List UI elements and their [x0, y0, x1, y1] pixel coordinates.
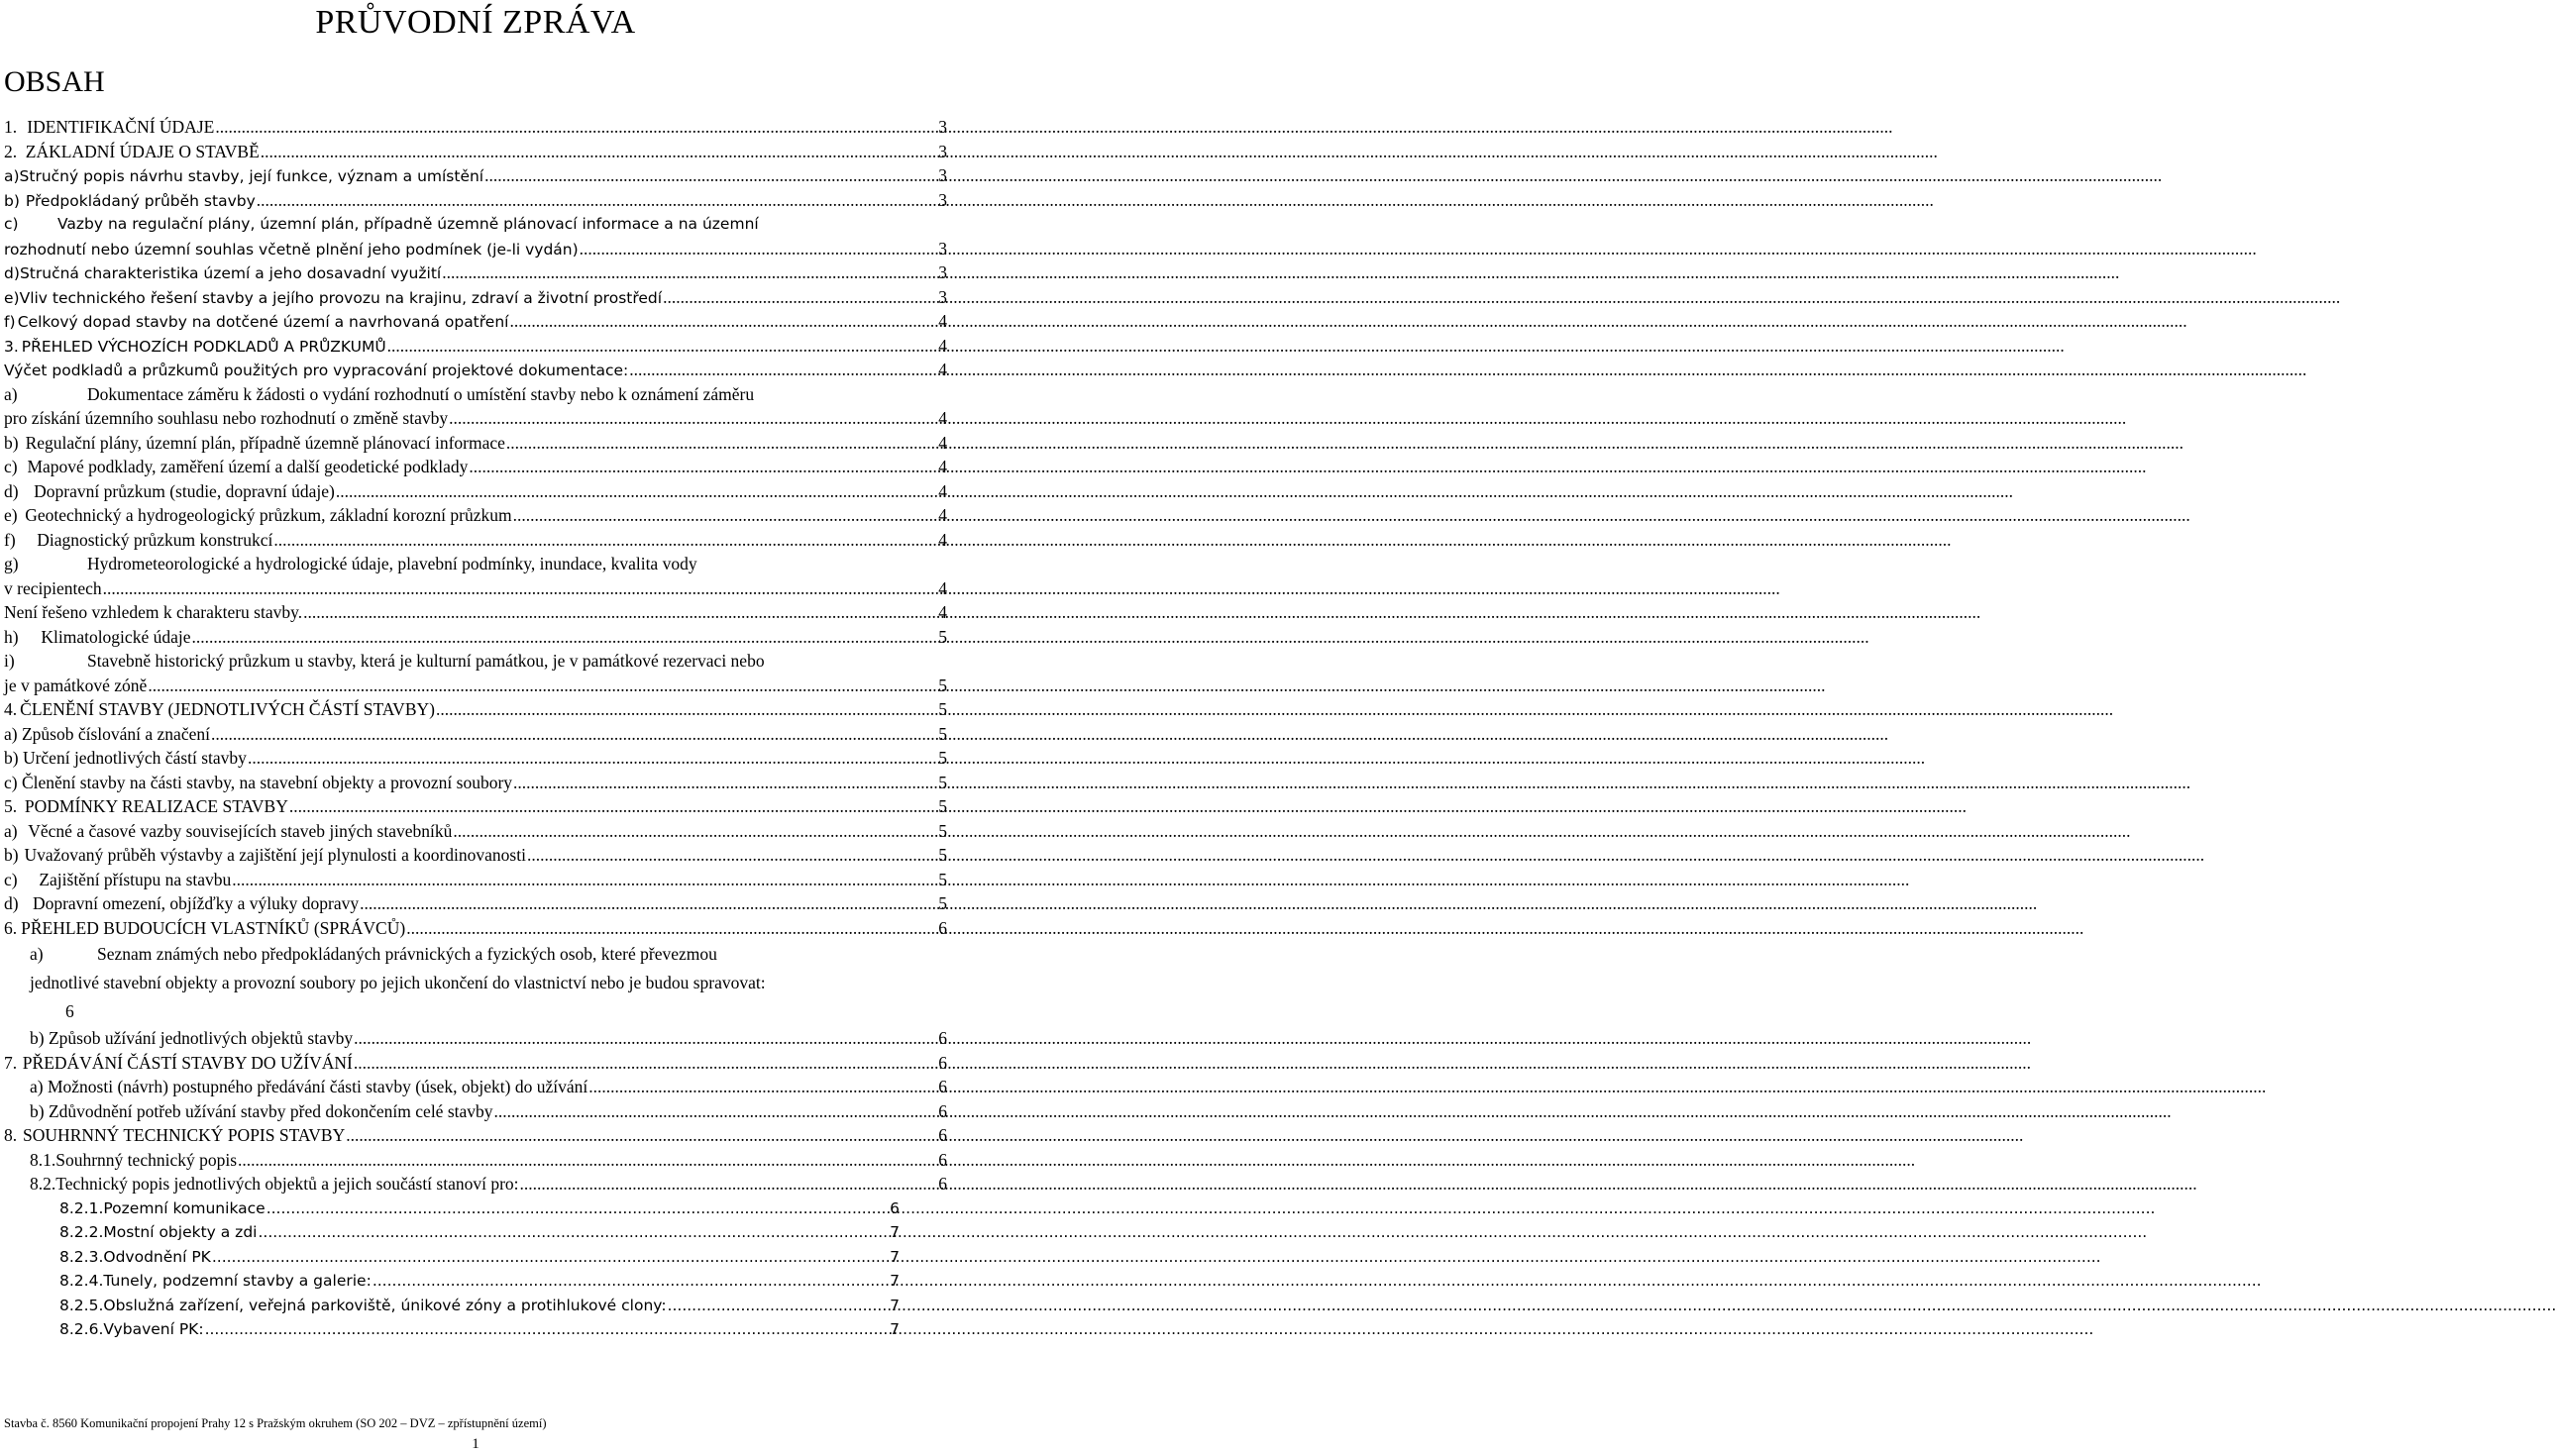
toc-page: 7	[890, 1272, 900, 1290]
toc-entry[interactable]	[4, 625, 947, 650]
toc-page: 4	[938, 480, 947, 501]
toc-entry[interactable]	[4, 600, 947, 625]
toc-number: 8.2.	[30, 1174, 56, 1194]
toc-text: Uvažovaný průběh výstavby a zajištění její plynulosti a koordinovanosti	[25, 843, 527, 868]
toc-leader	[520, 1172, 938, 1196]
toc-leader	[346, 1123, 937, 1148]
toc-leader	[289, 794, 937, 819]
toc-number: f)	[4, 529, 16, 550]
toc-entry[interactable]	[4, 891, 947, 916]
toc-page: 5	[938, 699, 947, 719]
toc-entry[interactable]	[4, 431, 947, 456]
toc-entry[interactable]	[4, 1051, 947, 1076]
toc-leader	[215, 115, 937, 140]
toc-entry[interactable]	[4, 1172, 947, 1196]
toc-number: 6.	[4, 917, 18, 938]
toc-entry[interactable]	[4, 1196, 900, 1221]
toc-entry-line[interactable]	[4, 649, 947, 674]
toc-number: 1.	[4, 117, 18, 137]
toc-entry[interactable]	[4, 794, 947, 819]
toc-leader	[387, 334, 938, 359]
toc-number: e)	[4, 505, 18, 525]
toc-number: b)	[4, 432, 19, 453]
toc-entry-line[interactable]	[4, 940, 947, 969]
toc-leader	[506, 431, 937, 456]
toc-text: PŘEHLED BUDOUCÍCH VLASTNÍKŮ (SPRÁVCŮ)	[21, 916, 406, 941]
toc-number: 7.	[4, 1052, 18, 1073]
toc-text: Není řešeno vzhledem k charakteru stavby.	[4, 600, 303, 625]
toc-page: 6	[938, 1052, 947, 1073]
toc-heading: OBSAH	[4, 65, 105, 98]
toc-number: a)	[30, 944, 44, 964]
toc-entry[interactable]	[4, 1317, 900, 1342]
toc-leader	[232, 868, 937, 892]
toc-page: 6	[938, 1100, 947, 1121]
toc-entry[interactable]	[4, 334, 947, 359]
toc-leader	[354, 1051, 937, 1076]
toc-text: Předpokládaný průběh stavby	[26, 189, 257, 214]
toc-leader	[303, 600, 937, 625]
toc-leader	[629, 358, 937, 382]
toc-text: Odvodnění PK	[103, 1245, 211, 1270]
toc-page: 4	[938, 602, 947, 622]
toc-page: 4	[938, 408, 947, 428]
toc-number: b)	[4, 845, 19, 865]
toc-entry[interactable]	[4, 188, 947, 213]
toc-leader	[258, 1220, 889, 1245]
toc-leader	[248, 746, 937, 771]
toc-entry[interactable]	[4, 868, 947, 892]
toc-leader	[668, 1294, 890, 1318]
page-footer: Stavba č. 8560 Komunikační propojení Prahy 12 s Pražským okruhem (SO 202 – DVZ – zpřístupnění území)	[4, 1416, 547, 1430]
toc-page: 6	[938, 1077, 947, 1096]
toc-page: 6	[938, 1174, 947, 1194]
toc-text: PŘEDÁVÁNÍ ČÁSTÍ STAVBY DO UŽÍVÁNÍ	[23, 1051, 354, 1076]
toc-number: 5.	[4, 796, 18, 816]
toc-entry[interactable]	[4, 163, 947, 188]
toc-entry[interactable]	[4, 1269, 900, 1294]
toc-leader	[261, 140, 937, 164]
toc-page: 3	[938, 189, 947, 210]
toc-text: Věcné a časové vazby souvisejících staveb jiných stavebníků	[28, 819, 453, 844]
toc-number: 8.	[4, 1125, 18, 1145]
toc-text: Celkový dopad stavby na dotčené území a navrhovaná opatření	[18, 310, 510, 335]
toc-entry[interactable]	[4, 503, 947, 528]
toc-page: 6	[65, 1001, 74, 1021]
toc-page: 5	[938, 893, 947, 913]
toc-leader	[191, 625, 937, 650]
toc-text: Výčet podkladů a průzkumů použitých pro vypracování projektové dokumentace:	[4, 359, 629, 383]
toc-page: 7	[890, 1296, 900, 1314]
toc-page: 3	[938, 238, 947, 259]
toc-page: 6	[938, 917, 947, 938]
toc-entry[interactable]	[4, 843, 947, 868]
toc-number: d)	[4, 264, 20, 282]
toc-number: 8.2.5.	[59, 1296, 104, 1314]
toc-text: b) Zdůvodnění potřeb užívání stavby před dokončením celé stavby	[30, 1099, 494, 1124]
toc-leader	[494, 1099, 938, 1124]
toc-text: Diagnostický průzkum konstrukcí	[37, 528, 273, 553]
toc-text: Mostní objekty a zdi	[103, 1220, 258, 1245]
toc-page: 5	[938, 723, 947, 744]
toc-leader	[527, 843, 937, 868]
toc-entry[interactable]	[4, 576, 947, 601]
toc-page: 5	[938, 869, 947, 889]
toc-text: ČLENĚNÍ STAVBY (JEDNOTLIVÝCH ČÁSTÍ STAVBY)	[20, 697, 436, 722]
toc-number: e)	[4, 288, 20, 307]
toc-leader	[442, 260, 937, 285]
toc-text: ZÁKLADNÍ ÚDAJE O STAVBĚ	[26, 140, 261, 164]
toc-text: Seznam známých nebo předpokládaných právnických a fyzických osob, které převezmou	[97, 944, 717, 964]
toc-leader	[148, 674, 937, 698]
toc-number: d)	[4, 893, 19, 913]
toc-entry-line[interactable]	[4, 382, 947, 407]
toc-page: 5	[938, 845, 947, 865]
toc-leader	[360, 891, 937, 916]
toc-number: i)	[4, 651, 15, 671]
toc-leader	[513, 771, 937, 795]
toc-number: c)	[4, 869, 18, 889]
toc-number: 8.2.2.	[59, 1223, 104, 1241]
toc-page: 3	[938, 286, 947, 307]
toc-entry[interactable]	[4, 697, 947, 722]
toc-page: 5	[938, 820, 947, 841]
toc-page: 6	[938, 1149, 947, 1170]
toc-entry[interactable]	[4, 1099, 947, 1124]
toc-leader	[406, 916, 937, 941]
toc-entry[interactable]	[4, 309, 947, 334]
toc-number: d)	[4, 480, 19, 501]
toc-page: 3	[938, 117, 947, 137]
toc-number: a)	[4, 383, 18, 404]
toc-text: PODMÍNKY REALIZACE STAVBY	[25, 794, 289, 819]
toc-page: 6	[938, 1125, 947, 1145]
toc-page: 4	[938, 457, 947, 476]
document-title: PRŮVODNÍ ZPRÁVA	[315, 4, 636, 41]
toc-entry-line[interactable]	[4, 552, 947, 576]
toc-number: 8.2.6.	[59, 1320, 104, 1338]
toc-text: rozhodnutí nebo územní souhlas včetně plnění jeho podmínek (je-li vydán)	[4, 238, 580, 262]
toc-page: 4	[938, 577, 947, 598]
toc-leader	[509, 309, 937, 334]
toc-text: Vliv technického řešení stavby a jejího provozu na krajinu, zdraví a životní prostředí	[20, 286, 663, 311]
toc-text: Obslužná zařízení, veřejná parkoviště, únikové zóny a protihlukové clony:	[103, 1294, 667, 1318]
toc-leader	[257, 188, 937, 213]
toc-text: b) Způsob užívání jednotlivých objektů stavby	[30, 1026, 354, 1051]
toc-text: Klimatologické údaje	[41, 625, 191, 650]
toc-page: 7	[890, 1247, 900, 1266]
toc-page: 6	[890, 1198, 900, 1217]
toc-entry[interactable]	[4, 916, 947, 941]
toc-number: b)	[4, 191, 20, 210]
toc-number: 8.1.	[30, 1149, 56, 1170]
toc-leader	[513, 503, 938, 528]
toc-page: 4	[938, 311, 947, 331]
toc-leader	[211, 722, 937, 747]
toc-text: IDENTIFIKAČNÍ ÚDAJE	[27, 115, 215, 140]
toc-text: Vazby na regulační plány, územní plán, případně územně plánovací informace a na územní	[57, 215, 759, 233]
toc-text: Zajištění přístupu na stavbu	[39, 868, 232, 892]
toc-number: c)	[4, 457, 18, 476]
toc-text: Dopravní omezení, objížďky a výluky dopravy	[33, 891, 360, 916]
toc-leader	[580, 237, 938, 261]
toc-page: 3	[938, 262, 947, 282]
table-of-contents	[4, 115, 947, 1342]
toc-number: a)	[4, 820, 18, 841]
toc-text: Stavebně historický průzkum u stavby, která je kulturní památkou, je v památkové rezervaci nebo	[87, 651, 765, 671]
toc-text: b) Určení jednotlivých částí stavby	[4, 746, 248, 771]
toc-entry[interactable]	[4, 285, 947, 310]
toc-entry[interactable]	[4, 1075, 947, 1099]
toc-text: Stručná charakteristika území a jeho dosavadní využití	[20, 261, 442, 286]
toc-number: 8.2.4.	[59, 1272, 104, 1290]
toc-entry[interactable]	[4, 406, 947, 431]
toc-text: Vybavení PK:	[103, 1317, 204, 1342]
toc-number: 8.2.1.	[59, 1198, 104, 1217]
toc-entry[interactable]	[4, 115, 947, 140]
toc-number: 3.	[4, 337, 19, 356]
toc-text: jednotlivé stavební objekty a provozní soubory po jejich ukončení do vlastnictví nebo je budou spravovat:	[30, 973, 766, 992]
toc-text: je v památkové zóně	[4, 674, 148, 698]
toc-text: Dokumentace záměru k žádosti o vydání rozhodnutí o umístění stavby nebo k oznámení záměru	[87, 383, 755, 404]
toc-entry[interactable]	[4, 1026, 947, 1051]
toc-entry[interactable]	[4, 722, 947, 747]
toc-number: c)	[4, 215, 19, 233]
toc-text: Dopravní průzkum (studie, dopravní údaje)	[34, 479, 336, 504]
toc-text: v recipientech	[4, 576, 103, 601]
toc-entry[interactable]	[4, 674, 947, 698]
toc-page: 6	[938, 1028, 947, 1048]
toc-entry[interactable]	[4, 140, 947, 164]
toc-leader	[453, 819, 937, 844]
toc-text: PŘEHLED VÝCHOZÍCH PODKLADŮ A PRŮZKUMŮ	[22, 335, 387, 360]
toc-leader	[373, 1269, 889, 1294]
toc-page: 3	[938, 165, 947, 185]
toc-entry[interactable]	[4, 746, 947, 771]
toc-entry-line[interactable]	[4, 969, 947, 997]
toc-entry[interactable]	[4, 528, 947, 553]
toc-entry[interactable]	[4, 1123, 947, 1148]
toc-leader	[336, 479, 937, 504]
toc-text: a) Způsob číslování a značení	[4, 722, 211, 747]
toc-text: Stručný popis návrhu stavby, její funkce, význam a umístění	[20, 164, 485, 189]
toc-number: f)	[4, 313, 16, 331]
toc-text: Regulační plány, územní plán, případně územně plánovací informace	[26, 431, 506, 456]
toc-leader	[588, 1075, 937, 1099]
toc-text: Pozemní komunikace	[103, 1196, 266, 1221]
toc-number: g)	[4, 554, 19, 573]
toc-leader	[205, 1317, 890, 1342]
toc-text: Hydrometeorologické a hydrologické údaje, plavební podmínky, inundace, kvalita vody	[87, 554, 697, 573]
toc-page: 7	[890, 1320, 900, 1338]
toc-text: Souhrnný technický popis	[55, 1148, 238, 1173]
toc-text: SOUHRNNÝ TECHNICKÝ POPIS STAVBY	[23, 1123, 346, 1148]
toc-number: 4.	[4, 699, 18, 719]
toc-leader	[266, 1196, 889, 1221]
toc-entry[interactable]	[4, 1220, 900, 1245]
toc-entry[interactable]	[4, 1148, 947, 1173]
toc-text: Technický popis jednotlivých objektů a jejich součástí stanoví pro:	[55, 1172, 519, 1196]
toc-leader	[436, 697, 937, 722]
toc-entry[interactable]	[4, 771, 947, 795]
toc-number: 2.	[4, 141, 18, 161]
toc-leader	[103, 576, 938, 601]
toc-page: 5	[938, 748, 947, 768]
toc-text: Mapové podklady, zaměření území a další geodetické podklady	[27, 455, 469, 479]
toc-text: Geotechnický a hydrogeologický průzkum, základní korozní průzkum	[25, 503, 512, 528]
toc-leader	[449, 406, 937, 431]
toc-leader	[484, 163, 937, 188]
toc-leader	[238, 1148, 937, 1173]
toc-entry[interactable]	[4, 479, 947, 504]
toc-entry-line[interactable]	[4, 212, 947, 237]
toc-entry[interactable]	[4, 358, 947, 382]
toc-leader	[212, 1245, 889, 1270]
toc-page: 4	[938, 432, 947, 453]
toc-page: 5	[938, 796, 947, 816]
toc-text: a) Možnosti (návrh) postupného předávání části stavby (úsek, objekt) do užívání	[30, 1075, 588, 1099]
toc-text: Tunely, podzemní stavby a galerie:	[103, 1269, 372, 1294]
toc-page: 3	[938, 141, 947, 161]
toc-page: 5	[938, 675, 947, 695]
toc-text: c) Členění stavby na části stavby, na stavební objekty a provozní soubory	[4, 771, 513, 795]
toc-entry[interactable]	[4, 260, 947, 285]
toc-leader	[273, 528, 937, 553]
toc-number: a)	[4, 167, 20, 185]
toc-page: 4	[938, 360, 947, 379]
toc-page: 4	[938, 335, 947, 356]
toc-entry[interactable]	[4, 819, 947, 844]
toc-leader	[354, 1026, 937, 1051]
toc-entry[interactable]	[4, 237, 947, 261]
toc-page: 4	[938, 505, 947, 525]
toc-number: 8.2.3.	[59, 1247, 104, 1266]
toc-leader	[663, 285, 937, 310]
toc-number: h)	[4, 626, 19, 647]
toc-entry[interactable]	[4, 455, 947, 479]
toc-entry[interactable]	[4, 1294, 900, 1318]
toc-page: 5	[938, 772, 947, 792]
toc-page: 5	[938, 626, 947, 647]
toc-entry[interactable]	[4, 1245, 900, 1270]
toc-leader	[469, 455, 937, 479]
page-number: 1	[472, 1436, 479, 1452]
toc-text: pro získání územního souhlasu nebo rozhodnutí o změně stavby	[4, 406, 449, 431]
toc-page: 7	[890, 1223, 900, 1241]
toc-entry-line[interactable]	[4, 997, 947, 1026]
toc-page: 4	[938, 529, 947, 550]
